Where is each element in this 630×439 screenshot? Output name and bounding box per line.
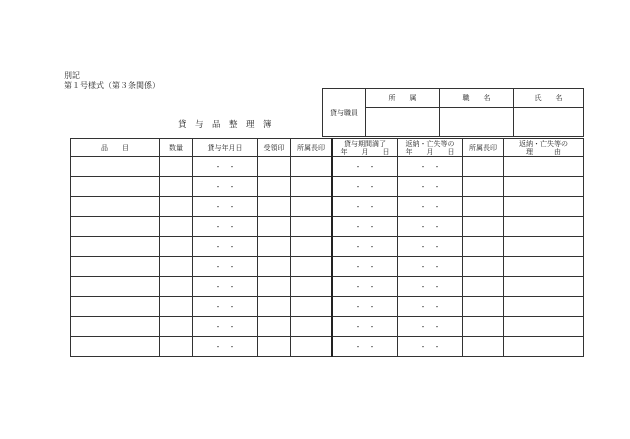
table-row (71, 157, 584, 177)
return-date-cell[interactable] (398, 157, 463, 177)
date-placeholder: ・ ・ (354, 282, 376, 291)
date-placeholder: ・ ・ (419, 182, 441, 191)
table-row (71, 237, 584, 257)
manager-seal2-cell[interactable] (463, 277, 504, 297)
item-cell[interactable] (71, 297, 160, 317)
receipt-seal-cell[interactable] (258, 317, 291, 337)
lend-date-cell[interactable] (193, 237, 258, 257)
date-placeholder: ・ ・ (214, 342, 236, 351)
form-number-label: 第１号様式（第３条関係） (64, 81, 160, 90)
manager-seal2-cell[interactable] (463, 217, 504, 237)
item-cell[interactable] (71, 257, 160, 277)
date-placeholder: ・ ・ (354, 342, 376, 351)
table-row (71, 297, 584, 317)
col-affiliation-header: 所 属 (366, 89, 440, 108)
col-name-header: 氏 名 (514, 89, 584, 108)
quantity-cell[interactable] (160, 277, 193, 297)
manager-seal-cell[interactable] (291, 257, 333, 277)
col-expiry-date-header: 貸与期間満了 年 月 日 (332, 139, 398, 157)
date-placeholder: ・ ・ (354, 242, 376, 251)
date-placeholder: ・ ・ (354, 182, 376, 191)
receipt-seal-cell[interactable] (258, 237, 291, 257)
manager-seal2-cell[interactable] (463, 197, 504, 217)
lend-date-cell[interactable] (193, 157, 258, 177)
date-placeholder: ・ ・ (354, 302, 376, 311)
return-date-cell[interactable] (398, 237, 463, 257)
expiry-date-cell[interactable] (332, 197, 398, 217)
quantity-cell[interactable] (160, 297, 193, 317)
reason-cell[interactable] (504, 217, 584, 237)
reason-cell[interactable] (504, 177, 584, 197)
date-placeholder: ・ ・ (419, 162, 441, 171)
manager-seal-cell[interactable] (291, 317, 333, 337)
receipt-seal-cell[interactable] (258, 297, 291, 317)
table-row (71, 337, 584, 357)
lender-label: 貸与職員 (323, 89, 366, 137)
date-placeholder: ・ ・ (419, 262, 441, 271)
receipt-seal-cell[interactable] (258, 157, 291, 177)
expiry-date-cell[interactable] (332, 257, 398, 277)
manager-seal-cell[interactable] (291, 217, 333, 237)
affiliation-field[interactable] (366, 108, 440, 137)
quantity-cell[interactable] (160, 317, 193, 337)
date-placeholder: ・ ・ (419, 322, 441, 331)
date-placeholder: ・ ・ (214, 222, 236, 231)
manager-seal-cell[interactable] (291, 277, 333, 297)
quantity-cell[interactable] (160, 257, 193, 277)
col-quantity-header: 数量 (160, 139, 193, 157)
manager-seal2-cell[interactable] (463, 237, 504, 257)
date-placeholder: ・ ・ (354, 322, 376, 331)
item-cell[interactable] (71, 157, 160, 177)
expiry-date-cell[interactable] (332, 337, 398, 357)
ledger-table (70, 138, 584, 357)
date-placeholder: ・ ・ (419, 242, 441, 251)
date-placeholder: ・ ・ (354, 222, 376, 231)
return-date-cell[interactable] (398, 177, 463, 197)
reason-cell[interactable] (504, 277, 584, 297)
quantity-cell[interactable] (160, 157, 193, 177)
table-row (71, 257, 584, 277)
receipt-seal-cell[interactable] (258, 217, 291, 237)
item-cell[interactable] (71, 237, 160, 257)
expiry-date-cell[interactable] (332, 317, 398, 337)
manager-seal-cell[interactable] (291, 197, 333, 217)
col-receipt-seal-header: 受領印 (258, 139, 291, 157)
col-return-date-header: 返納・亡失等の 年 月 日 (398, 139, 463, 157)
reason-cell[interactable] (504, 197, 584, 217)
expiry-date-cell[interactable] (332, 297, 398, 317)
col-manager-seal2-header: 所属長印 (463, 139, 504, 157)
return-date-cell[interactable] (398, 317, 463, 337)
item-cell[interactable] (71, 217, 160, 237)
reason-cell[interactable] (504, 237, 584, 257)
return-date-cell[interactable] (398, 277, 463, 297)
manager-seal-cell[interactable] (291, 297, 333, 317)
col-lend-date-header: 貸与年月日 (193, 139, 258, 157)
expiry-date-cell[interactable] (332, 277, 398, 297)
reason-cell[interactable] (504, 297, 584, 317)
document-header (64, 71, 160, 91)
manager-seal2-cell[interactable] (463, 317, 504, 337)
lend-date-cell[interactable] (193, 337, 258, 357)
date-placeholder: ・ ・ (214, 202, 236, 211)
table-row (71, 317, 584, 337)
date-placeholder: ・ ・ (354, 262, 376, 271)
quantity-cell[interactable] (160, 217, 193, 237)
manager-seal2-cell[interactable] (463, 257, 504, 277)
item-cell[interactable] (71, 277, 160, 297)
lend-date-cell[interactable] (193, 257, 258, 277)
date-placeholder: ・ ・ (419, 342, 441, 351)
return-date-cell[interactable] (398, 297, 463, 317)
manager-seal-cell[interactable] (291, 177, 333, 197)
expiry-date-cell[interactable] (332, 177, 398, 197)
return-date-cell[interactable] (398, 197, 463, 217)
title-field[interactable] (440, 108, 514, 137)
quantity-cell[interactable] (160, 337, 193, 357)
date-placeholder: ・ ・ (214, 302, 236, 311)
date-placeholder: ・ ・ (214, 162, 236, 171)
date-placeholder: ・ ・ (214, 322, 236, 331)
lend-date-cell[interactable] (193, 197, 258, 217)
lend-date-cell[interactable] (193, 317, 258, 337)
date-placeholder: ・ ・ (419, 222, 441, 231)
lender-table (322, 88, 584, 137)
expiry-date-cell[interactable] (332, 157, 398, 177)
expiry-date-cell[interactable] (332, 237, 398, 257)
manager-seal-cell[interactable] (291, 157, 333, 177)
col-item-header: 品 目 (71, 139, 160, 157)
date-placeholder: ・ ・ (419, 202, 441, 211)
date-placeholder: ・ ・ (419, 302, 441, 311)
appendix-label: 別記 (64, 71, 80, 80)
page-title: 貸 与 品 整 理 簿 (178, 120, 272, 130)
receipt-seal-cell[interactable] (258, 257, 291, 277)
col-reason-header: 返納・亡失等の 理 由 (504, 139, 584, 157)
receipt-seal-cell[interactable] (258, 177, 291, 197)
ledger-header-row (71, 139, 584, 157)
receipt-seal-cell[interactable] (258, 337, 291, 357)
return-date-cell[interactable] (398, 257, 463, 277)
table-row (71, 197, 584, 217)
manager-seal2-cell[interactable] (463, 157, 504, 177)
manager-seal2-cell[interactable] (463, 297, 504, 317)
item-cell[interactable] (71, 337, 160, 357)
table-row (71, 217, 584, 237)
receipt-seal-cell[interactable] (258, 197, 291, 217)
lend-date-cell[interactable] (193, 217, 258, 237)
date-placeholder: ・ ・ (214, 182, 236, 191)
manager-seal2-cell[interactable] (463, 177, 504, 197)
reason-cell[interactable] (504, 257, 584, 277)
col-title-header: 職 名 (440, 89, 514, 108)
manager-seal2-cell[interactable] (463, 337, 504, 357)
lend-date-cell[interactable] (193, 177, 258, 197)
expiry-date-cell[interactable] (332, 217, 398, 237)
quantity-cell[interactable] (160, 177, 193, 197)
quantity-cell[interactable] (160, 197, 193, 217)
col-manager-seal-header: 所属長印 (291, 139, 333, 157)
date-placeholder: ・ ・ (354, 202, 376, 211)
date-placeholder: ・ ・ (419, 282, 441, 291)
receipt-seal-cell[interactable] (258, 277, 291, 297)
table-row (71, 177, 584, 197)
manager-seal-cell[interactable] (291, 237, 333, 257)
reason-cell[interactable] (504, 337, 584, 357)
item-cell[interactable] (71, 317, 160, 337)
item-cell[interactable] (71, 177, 160, 197)
return-date-cell[interactable] (398, 217, 463, 237)
lend-date-cell[interactable] (193, 277, 258, 297)
date-placeholder: ・ ・ (214, 282, 236, 291)
quantity-cell[interactable] (160, 237, 193, 257)
name-field[interactable] (514, 108, 584, 137)
date-placeholder: ・ ・ (214, 242, 236, 251)
reason-cell[interactable] (504, 157, 584, 177)
lend-date-cell[interactable] (193, 297, 258, 317)
date-placeholder: ・ ・ (354, 162, 376, 171)
manager-seal-cell[interactable] (291, 337, 333, 357)
return-date-cell[interactable] (398, 337, 463, 357)
reason-cell[interactable] (504, 317, 584, 337)
item-cell[interactable] (71, 197, 160, 217)
date-placeholder: ・ ・ (214, 262, 236, 271)
table-row (71, 277, 584, 297)
